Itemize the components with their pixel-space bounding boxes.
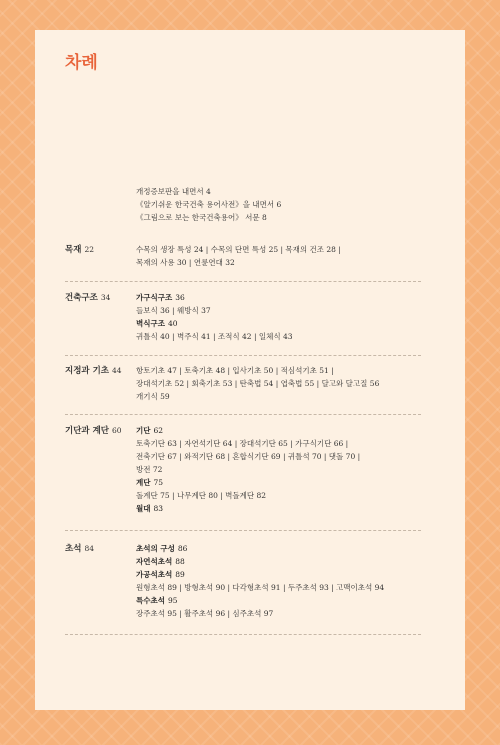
- divider: [65, 530, 421, 531]
- toc-line: 수목의 생장 특성 24 | 수목의 단면 특성 25 | 목재의 건조 28 |: [136, 245, 341, 254]
- subheading-page: 88: [175, 557, 185, 566]
- toc-subheading: [136, 424, 451, 437]
- toc-line: 항토기초 47 | 토축기초 48 | 입사기초 50 | 적심석기초 51 |: [136, 366, 334, 375]
- subheading-page: 75: [153, 478, 164, 487]
- section-heading: [65, 542, 94, 554]
- divider: [65, 414, 421, 415]
- subheading-title: 초석의 구성: [136, 544, 175, 553]
- toc-line: 돌계단 75 | 나무계단 80 | 벽돌계단 82: [136, 491, 267, 500]
- subheading-title: 월대: [136, 504, 151, 513]
- toc-subheading: [136, 594, 451, 607]
- section-page: 60: [112, 426, 122, 435]
- section-body: [136, 364, 451, 403]
- section-page: 22: [84, 245, 94, 254]
- subheading-title: 자연석초석: [136, 557, 173, 566]
- section-heading: [65, 291, 110, 303]
- toc-subheading: [136, 542, 451, 555]
- section-heading: [65, 243, 94, 255]
- subheading-page: 89: [175, 570, 185, 579]
- subheading-title: 가공석초석: [136, 570, 173, 579]
- section-body: [136, 424, 451, 515]
- subheading-title: 가구식구조: [136, 293, 173, 302]
- divider: [65, 355, 421, 356]
- section-title: 목재: [65, 245, 82, 255]
- section-title: 지정과 기초: [65, 366, 110, 376]
- divider: [65, 634, 421, 635]
- toc-line: 개기식 59: [136, 392, 170, 401]
- preface-item: 《그림으로 보는 한국건축용어》 서문 8: [136, 213, 267, 222]
- subheading-page: 40: [167, 319, 178, 328]
- section-body: [136, 291, 451, 343]
- toc-line: 원형초석 89 | 방형초석 90 | 다각형초석 91 | 두주초석 93 | 고맥이초석 94: [136, 583, 385, 592]
- subheading-page: 62: [153, 426, 164, 435]
- toc-line: 전축기단 67 | 와적기단 68 | 혼합식기단 69 | 귀틀석 70 | 댓돌 70 |: [136, 452, 361, 461]
- divider: [65, 281, 421, 282]
- subheading-page: 95: [167, 596, 178, 605]
- subheading-title: 벽식구조: [136, 319, 165, 328]
- section-title: 건축구조: [65, 293, 98, 303]
- section-title: 초석: [65, 544, 82, 554]
- toc-line: 장주초석 95 | 활주초석 96 | 심주초석 97: [136, 609, 274, 618]
- toc-subheading: [136, 568, 451, 581]
- toc-line: 목재의 사용 30 | 연륜연대 32: [136, 258, 235, 267]
- toc-subheading: [136, 291, 451, 304]
- section-body: [136, 542, 451, 620]
- toc-line: 토축기단 63 | 자연석기단 64 | 장대석기단 65 | 가구식기단 66 |: [136, 439, 349, 448]
- toc-subheading: [136, 555, 451, 568]
- subheading-title: 계단: [136, 478, 151, 487]
- section-body: [136, 243, 451, 269]
- section-heading: [65, 364, 122, 376]
- section-page: 44: [112, 366, 122, 375]
- toc-subheading: [136, 476, 451, 489]
- preface-list: [136, 185, 281, 224]
- section-title: 기단과 계단: [65, 426, 110, 436]
- subheading-page: 86: [177, 544, 188, 553]
- subheading-page: 83: [153, 504, 164, 513]
- preface-item: 개정증보판을 내면서 4: [136, 187, 211, 196]
- subheading-title: 특수초석: [136, 596, 165, 605]
- subheading-title: 기단: [136, 426, 151, 435]
- toc-subheading: [136, 502, 451, 515]
- section-page: 34: [100, 293, 111, 302]
- section-heading: [65, 424, 122, 436]
- preface-item: 《알기쉬운 한국건축 용어사전》을 내면서 6: [136, 200, 282, 209]
- toc-line: 장대석기초 52 | 회축기초 53 | 탄축법 54 | 엽축법 55 | 달고와 달고질 56: [136, 379, 380, 388]
- toc-line: 귀틀식 40 | 벽주식 41 | 조적식 42 | 일체식 43: [136, 332, 293, 341]
- section-page: 84: [84, 544, 94, 553]
- toc-line: 들보식 36 | 웨방식 37: [136, 306, 211, 315]
- toc-line: 방전 72: [136, 465, 163, 474]
- subheading-page: 36: [175, 293, 185, 302]
- page-title: 차례: [65, 53, 98, 73]
- book-page: [35, 30, 465, 710]
- toc-subheading: [136, 317, 451, 330]
